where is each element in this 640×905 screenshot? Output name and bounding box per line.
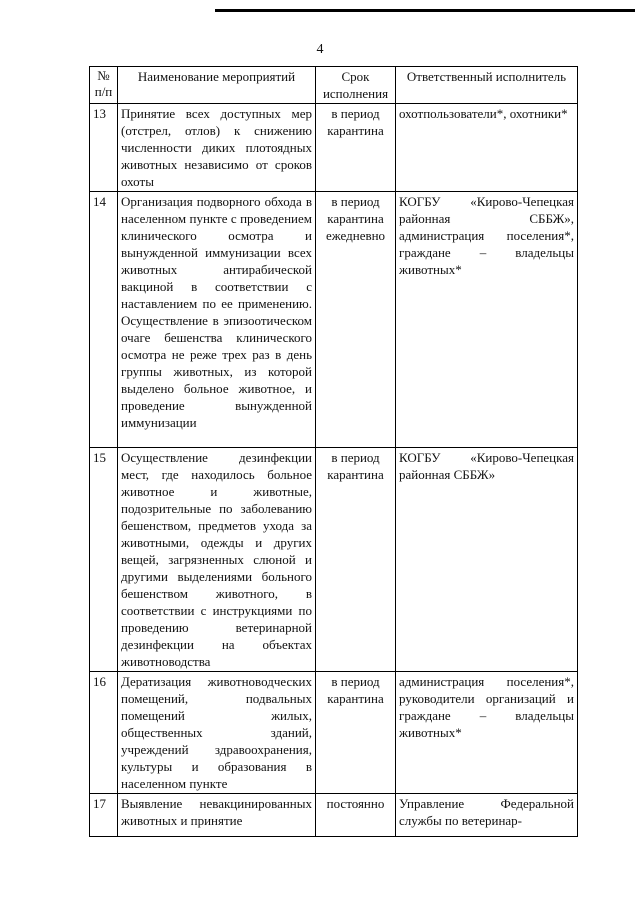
table-row (90, 794, 578, 837)
row-number: 15 (90, 448, 118, 672)
row-number: 16 (90, 672, 118, 794)
row-measure-name: Выявление невакцинированных животных и принятие (118, 794, 316, 837)
row-measure-name: Дератизация животноводческих помещений, подвальных помещений жилых, общественных зданий, учреждений здравоохранения, культуры и образования в населенном пункте (118, 672, 316, 794)
row-measure-name: Принятие всех доступных мер (отстрел, отлов) к снижению численности диких плотоядных животных независимо от сроков охоты (118, 104, 316, 192)
row-responsible: администрация поселения*, руководители организаций и граждане – владельцы животных* (396, 672, 578, 794)
table-row (90, 104, 578, 192)
row-measure-name: Организация подворного обхода в населенном пункте с проведением клинического осмотра и вынужденной иммунизации всех животных антирабической вакциной в соответствии с наставлением по ее применению. Осуществление в эпизоотическом очаге бешенства клинического осмотра не реже трех раз в день группы животных, из которой выделено больное животное, и проведение вынужденной иммунизации (118, 192, 316, 448)
header-name: Наименование мероприятий (118, 67, 316, 104)
row-number: 17 (90, 794, 118, 837)
measures-table (89, 66, 578, 837)
row-term: в период карантина ежедневно (316, 192, 396, 448)
row-number: 13 (90, 104, 118, 192)
header-num: № п/п (90, 67, 118, 104)
row-responsible: КОГБУ «Кирово-Чепецкая районная СББЖ», администрация поселения*, граждане – владельцы животных* (396, 192, 578, 448)
header-term: Срок исполнения (316, 67, 396, 104)
row-number: 14 (90, 192, 118, 448)
header-responsible: Ответственный исполнитель (396, 67, 578, 104)
table-row (90, 448, 578, 672)
row-term: в период карантина (316, 104, 396, 192)
row-term: в период карантина (316, 672, 396, 794)
row-responsible: Управление Федеральной службы по ветеринар- (396, 794, 578, 837)
table-row (90, 672, 578, 794)
row-responsible: охотпользователи*, охотники* (396, 104, 578, 192)
top-border-line (215, 9, 635, 12)
row-measure-name: Осуществление дезинфекции мест, где находилось больное животное и животные, подозрительные по заболеванию бешенством, предметов ухода за животными, одежды и других вещей, загрязненных слюной и другими выделениями больного бешенством животного, в соответствии с инструкциями по проведению ветеринарной дезинфекции на объектах животноводства (118, 448, 316, 672)
page-number: 4 (316, 42, 324, 57)
table-row (90, 192, 578, 448)
row-term: в период карантина (316, 448, 396, 672)
row-responsible: КОГБУ «Кирово-Чепецкая районная СББЖ» (396, 448, 578, 672)
table-header-row (90, 67, 578, 104)
row-term: постоянно (316, 794, 396, 837)
